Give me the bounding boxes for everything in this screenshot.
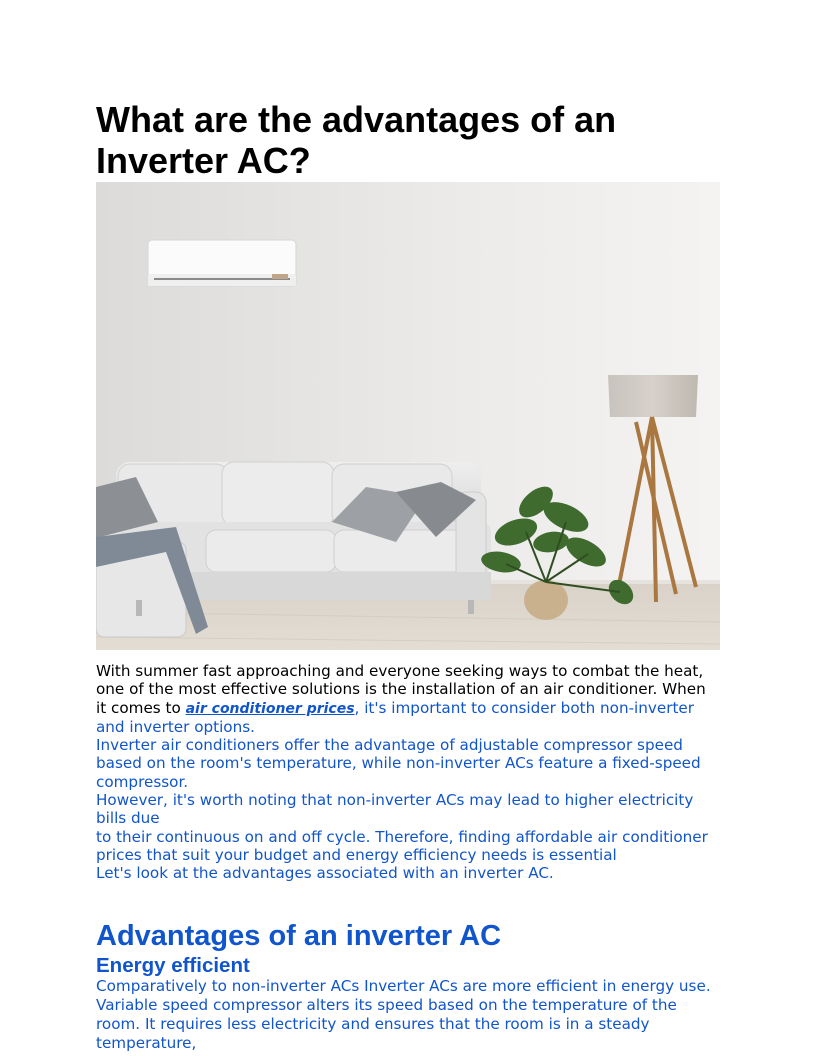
paragraph-electricity-bills: However, it's worth noting that non-inverter ACs may lead to higher electricity bills due (96, 791, 694, 828)
intro-sentence: With summer fast approaching and everyone seeking ways to combat the heat, one of the most effective solutions is the installation of an air conditioner. When it comes to (96, 662, 706, 717)
section-subheading: Energy efficient (96, 954, 250, 977)
paragraph-affordable-prices: to their continuous on and off cycle. Therefore, finding affordable air conditioner prices that suit your budget and energy efficiency needs is essential (96, 827, 708, 864)
energy-efficient-text (96, 977, 720, 1053)
page-title: What are the advantages of an Inverter AC? (96, 99, 617, 181)
section-heading: Advantages of an inverter AC (96, 920, 502, 952)
air-conditioner-unit (148, 240, 296, 286)
air-conditioner-prices-link-part1[interactable]: air (185, 700, 212, 717)
paragraph-advantages-intro: Let's look at the advantages associated with an inverter AC. (96, 864, 554, 883)
air-conditioner-prices-link-part2[interactable]: conditioner prices (211, 700, 355, 717)
paragraph-energy-efficient: Comparatively to non-inverter ACs Inverter ACs are more efficient in energy use. Variable speed compressor alters its speed based on the temperature of the room. It requires less electricity and ensures that the room is in a steady temperature, (96, 977, 711, 1052)
hero-image (96, 182, 720, 650)
intro-sentence-tail: , it's important to consider both non-inverter and inverter options. (96, 698, 695, 736)
paragraph-inverter-compressor: Inverter air conditioners offer the advantage of adjustable compressor speed based on the room's temperature, while non-inverter ACs feature a fixed-speed compressor. (96, 736, 701, 791)
intro-text (96, 662, 720, 883)
